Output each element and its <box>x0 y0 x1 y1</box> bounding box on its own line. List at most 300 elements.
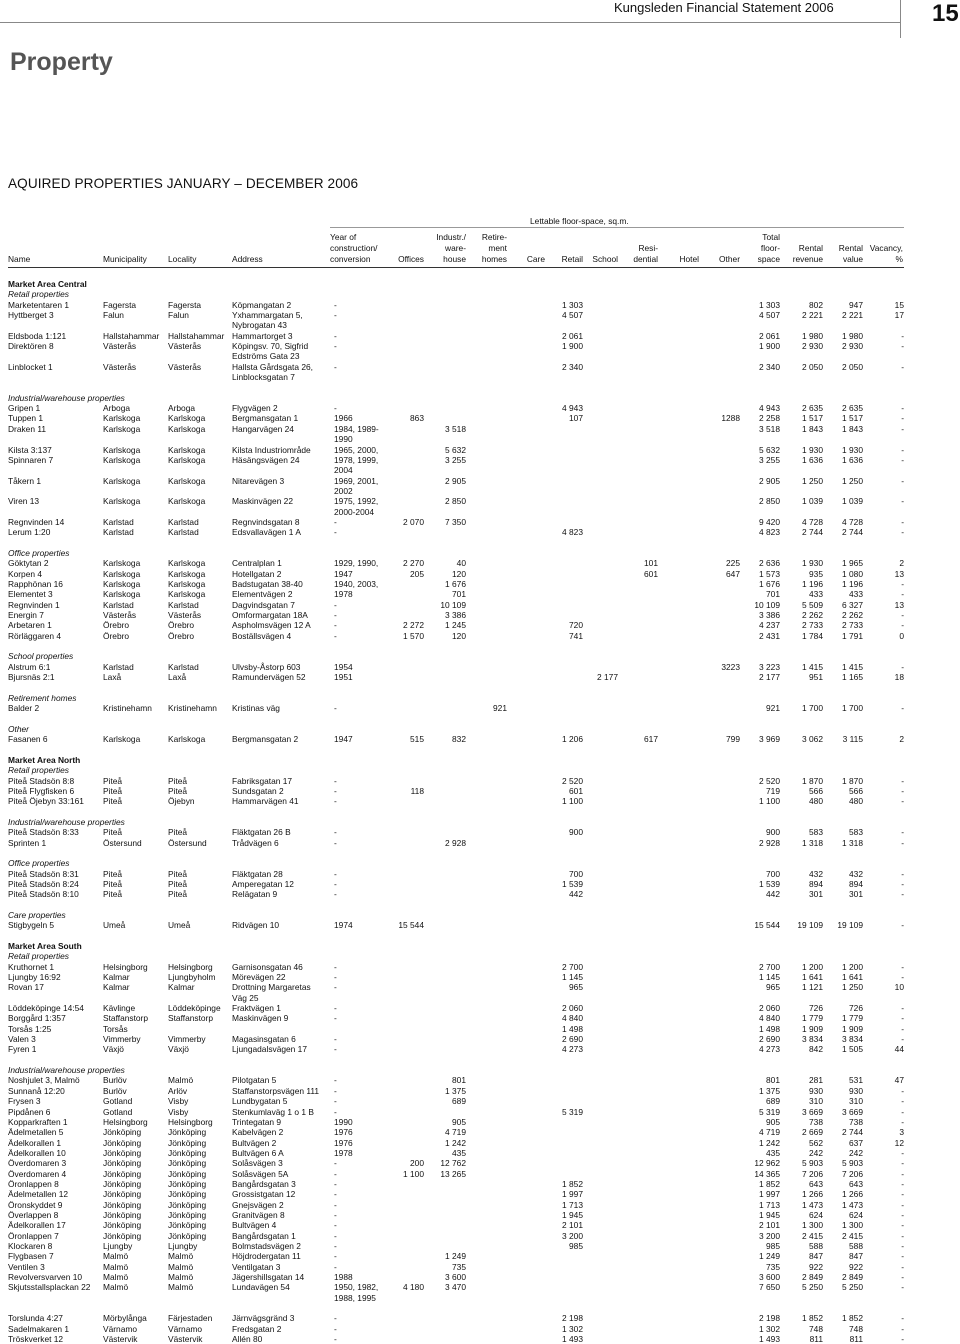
cell-rental-value: 643 <box>849 1178 863 1189</box>
cell-vacancy: - <box>901 423 904 434</box>
cell-name: Ädelmetallen 5 <box>8 1127 64 1138</box>
cell-offices: 863 <box>410 413 424 424</box>
cell-municipality: Falun <box>103 310 124 321</box>
table-row <box>8 1262 904 1272</box>
cell-address: Gnejsvägen 2 <box>232 1199 284 1210</box>
cell-retail: 4 840 <box>562 1013 583 1024</box>
cell-vacancy: - <box>901 1023 904 1034</box>
cell-address: Ramundervägen 52 <box>232 672 306 683</box>
cell-locality: Jönköping <box>168 1127 207 1138</box>
cell-address: Fraktvägen 1 <box>232 1003 281 1014</box>
cell-offices: 205 <box>410 568 424 579</box>
cell-name: Bjursnäs 2:1 <box>8 672 55 683</box>
cell-address: Bultvägen 4 <box>232 1220 277 1231</box>
cell-locality: Laxå <box>168 672 187 683</box>
cell-vacancy: 13 <box>894 599 904 610</box>
cell-offices: 118 <box>410 785 424 796</box>
cell-vacancy: - <box>901 1085 904 1096</box>
col-header-offices: Offices <box>398 254 424 264</box>
lettable-rule <box>330 227 904 228</box>
cell-total: 14 365 <box>754 1168 780 1179</box>
cell-name: Marketentaren 1 <box>8 299 69 310</box>
cell-name: Gripen 1 <box>8 403 41 414</box>
table-row <box>8 1251 904 1261</box>
cell-rental-value: 480 <box>849 796 863 807</box>
cell-year: 1929, 1990, <box>334 558 379 569</box>
cell-rental-revenue: 2 744 <box>802 527 823 538</box>
cell-locality: Karlskoga <box>168 578 206 589</box>
category-heading <box>8 765 904 775</box>
cell-rental-revenue: 1 250 <box>802 475 823 486</box>
category-label: Industrial/warehouse properties <box>8 1065 125 1076</box>
cell-address: Häsängsvägen 24 <box>232 454 300 465</box>
cell-rental-value: 1 318 <box>842 837 863 848</box>
col-header-residential: Resi- dential <box>633 243 658 264</box>
cell-municipality: Västerås <box>103 361 137 372</box>
cell-total: 1 945 <box>759 1209 780 1220</box>
cell-year: 1978 <box>334 589 353 600</box>
cell-rental-revenue: 432 <box>809 868 823 879</box>
cell-rental-revenue: 588 <box>809 1240 823 1251</box>
cell-locality: Jönköping <box>168 1230 207 1241</box>
cell-municipality: Värnamo <box>103 1323 137 1334</box>
cell-retail: 1 945 <box>562 1209 583 1220</box>
cell-vacancy: - <box>901 527 904 538</box>
cell-rental-value: 433 <box>849 589 863 600</box>
cell-locality: Karlskoga <box>168 568 206 579</box>
table-row <box>8 1024 904 1034</box>
cell-year: - <box>334 1003 337 1014</box>
cell-retail: 2 690 <box>562 1034 583 1045</box>
cell-residential: 601 <box>644 568 658 579</box>
cell-industrial: 1 245 <box>445 620 466 631</box>
cell-year: 2002 <box>334 485 353 496</box>
cell-year: - <box>334 1189 337 1200</box>
cell-address: Granitvägen 8 <box>232 1209 285 1220</box>
cell-year: - <box>334 599 337 610</box>
cell-other: 225 <box>726 558 740 569</box>
cell-vacancy: - <box>901 330 904 341</box>
cell-retail: 2 198 <box>562 1313 583 1324</box>
cell-retail: 1 493 <box>562 1334 583 1344</box>
cell-name: Piteå Stadsön 8:10 <box>8 889 79 900</box>
cell-total: 2 258 <box>759 413 780 424</box>
cell-rental-revenue: 1 870 <box>802 775 823 786</box>
cell-rental-value: 1 779 <box>842 1013 863 1024</box>
cell-year: - <box>334 961 337 972</box>
table-row <box>8 1086 904 1096</box>
cell-retail: 107 <box>569 413 583 424</box>
cell-rental-revenue: 562 <box>809 1137 823 1148</box>
cell-name: Piteå Öjebyn 33:161 <box>8 796 84 807</box>
cell-name: Tröskverket 12 <box>8 1334 64 1344</box>
cell-address: Hammartorget 3 <box>232 330 293 341</box>
cell-municipality: Karlskoga <box>103 413 141 424</box>
cell-vacancy: - <box>901 1230 904 1241</box>
cell-year: 1978 <box>334 1147 353 1158</box>
cell-vacancy: 12 <box>894 1137 904 1148</box>
cell-vacancy: - <box>901 1334 904 1344</box>
cell-industrial: 2 928 <box>445 837 466 848</box>
cell-name: Rapphönan 16 <box>8 578 63 589</box>
cell-total: 1 302 <box>759 1323 780 1334</box>
cell-year: 1951 <box>334 672 353 683</box>
cell-municipality: Växjö <box>103 1044 124 1055</box>
cell-vacancy: - <box>901 454 904 465</box>
cell-year: 1976 <box>334 1137 353 1148</box>
cell-total: 701 <box>766 589 780 600</box>
cell-total: 2 061 <box>759 330 780 341</box>
cell-rental-value: 4 728 <box>842 516 863 527</box>
cell-municipality: Jönköping <box>103 1199 142 1210</box>
cell-rental-revenue: 1 930 <box>802 444 823 455</box>
cell-vacancy: - <box>901 1282 904 1293</box>
cell-name: Eldsboda 1:121 <box>8 330 67 341</box>
cell-locality: Malmö <box>168 1261 194 1272</box>
cell-rental-revenue: 811 <box>809 1334 823 1344</box>
cell-total: 689 <box>766 1096 780 1107</box>
cell-rental-revenue: 935 <box>809 568 823 579</box>
cell-rental-value: 1 266 <box>842 1189 863 1200</box>
cell-locality: Karlskoga <box>168 558 206 569</box>
cell-total: 3 600 <box>759 1272 780 1282</box>
cell-rental-value: 5 903 <box>842 1158 863 1169</box>
cell-vacancy: - <box>901 413 904 424</box>
cell-address: Ulvsby-Åstorp 603 <box>232 661 301 672</box>
cell-industrial: 7 350 <box>445 516 466 527</box>
cell-total: 735 <box>766 1261 780 1272</box>
cell-retail: 1 498 <box>562 1023 583 1034</box>
table-row <box>8 1210 904 1220</box>
cell-year: - <box>334 1240 337 1251</box>
col-header-municipality: Municipality <box>103 254 147 264</box>
cell-retail: 4 943 <box>562 403 583 414</box>
cell-vacancy: - <box>901 341 904 352</box>
cell-year: - <box>334 1251 337 1262</box>
col-header-care: Care <box>526 254 545 264</box>
row-spacer <box>8 931 904 941</box>
cell-name: Löddeköpinge 14:54 <box>8 1003 84 1014</box>
cell-rental-revenue: 3 062 <box>802 734 823 745</box>
market-area-heading <box>8 941 904 951</box>
cell-rental-revenue: 738 <box>809 1116 823 1127</box>
cell-municipality: Staffanstorp <box>103 1013 149 1024</box>
cell-name: Piteå Stadsön 8:33 <box>8 827 79 838</box>
category-label: Office properties <box>8 858 70 869</box>
cell-vacancy: - <box>901 1147 904 1158</box>
cell-locality: Staffanstorp <box>168 1013 214 1024</box>
cell-address: Bangårdsgatan 3 <box>232 1178 296 1189</box>
table-row <box>8 362 904 372</box>
cell-address: Bergmansgatan 2 <box>232 734 299 745</box>
cell-address: Centralplan 1 <box>232 558 282 569</box>
section-title: AQUIRED PROPERTIES JANUARY – DECEMBER 2006 <box>8 176 359 191</box>
market-area-label: Market Area North <box>8 754 81 765</box>
table-row <box>8 776 904 786</box>
cell-vacancy: - <box>901 961 904 972</box>
cell-vacancy: 2 <box>899 558 904 569</box>
market-area-label: Market Area South <box>8 941 82 951</box>
cell-rental-revenue: 847 <box>809 1251 823 1262</box>
cell-year: 1990 <box>334 1116 353 1127</box>
cell-name: Tåkern 1 <box>8 475 42 486</box>
cell-total: 2 850 <box>759 496 780 507</box>
cell-retail: 4 273 <box>562 1044 583 1055</box>
cell-locality: Färjestaden <box>168 1313 213 1324</box>
cell-other: 647 <box>726 568 740 579</box>
cell-name: Öronskyddet 9 <box>8 1199 63 1210</box>
cell-address: Köpmangatan 2 <box>232 299 292 310</box>
cell-locality: Helsingborg <box>168 1116 213 1127</box>
cell-year: - <box>334 1178 337 1189</box>
header-bottom-rule <box>8 267 904 268</box>
cell-rental-revenue: 1 641 <box>802 972 823 983</box>
cell-total: 5 319 <box>759 1106 780 1117</box>
cell-vacancy: - <box>901 661 904 672</box>
cell-locality: Kristinehamn <box>168 703 217 714</box>
cell-total: 900 <box>766 827 780 838</box>
cell-year: 1984, 1989- <box>334 423 379 434</box>
table-row <box>8 1034 904 1044</box>
cell-industrial: 801 <box>452 1075 466 1086</box>
cell-address: Fläktgatan 26 B <box>232 827 291 838</box>
cell-other: 1288 <box>721 413 740 424</box>
cell-rental-value: 3 115 <box>842 734 863 745</box>
cell-vacancy: - <box>901 1034 904 1045</box>
cell-year: - <box>334 1106 337 1117</box>
cell-rental-value: 947 <box>849 299 863 310</box>
page-title: Property <box>10 48 113 76</box>
cell-total: 4 237 <box>759 620 780 631</box>
cell-locality: Umeå <box>168 920 191 931</box>
cell-vacancy: - <box>901 868 904 879</box>
cell-rental-revenue: 5 509 <box>802 599 823 610</box>
cell-locality: Kalmar <box>168 982 195 993</box>
cell-year: 1974 <box>334 920 353 931</box>
cell-other: 3223 <box>721 661 740 672</box>
cell-rental-value: 1 473 <box>842 1199 863 1210</box>
cell-rental-revenue: 1 930 <box>802 558 823 569</box>
cell-rental-revenue: 1 784 <box>802 630 823 641</box>
cell-address: Flygvägen 2 <box>232 403 278 414</box>
cell-rental-value: 2 744 <box>842 527 863 538</box>
cell-address: Bergmansgatan 1 <box>232 413 299 424</box>
col-header-hotel: Hotel <box>679 254 699 264</box>
cell-rental-value: 19 109 <box>837 920 863 931</box>
cell-rental-value: 930 <box>849 1085 863 1096</box>
cell-total: 3 518 <box>759 423 780 434</box>
cell-municipality: Karlstad <box>103 516 134 527</box>
cell-municipality: Piteå <box>103 889 123 900</box>
cell-address: Järnvägsgränd 3 <box>232 1313 295 1324</box>
cell-locality: Karlskoga <box>168 589 206 600</box>
cell-vacancy: 15 <box>894 299 904 310</box>
cell-municipality: Västerås <box>103 341 137 352</box>
cell-retail: 965 <box>569 982 583 993</box>
cell-vacancy: - <box>901 361 904 372</box>
cell-name: Fyren 1 <box>8 1044 37 1055</box>
cell-total: 700 <box>766 868 780 879</box>
cell-address: Solåsvägen 3 <box>232 1158 283 1169</box>
cell-municipality: Jönköping <box>103 1209 142 1220</box>
cell-municipality: Västerås <box>103 610 137 620</box>
cell-municipality: Malmö <box>103 1282 129 1293</box>
cell-vacancy: - <box>901 1199 904 1210</box>
cell-retail: 900 <box>569 827 583 838</box>
row-spacer <box>8 848 904 858</box>
cell-name: Noshjulet 3, Malmö <box>8 1075 80 1086</box>
cell-locality: Arboga <box>168 403 196 414</box>
cell-retail: 2 101 <box>562 1220 583 1231</box>
table-row <box>8 445 904 455</box>
cell-municipality: Piteå <box>103 796 123 807</box>
cell-rental-revenue: 922 <box>809 1261 823 1272</box>
cell-locality: Jönköping <box>168 1189 207 1200</box>
cell-name: Kopparkraften 1 <box>8 1116 68 1127</box>
cell-municipality: Jönköping <box>103 1127 142 1138</box>
table-row <box>8 569 904 579</box>
table-row <box>8 1220 904 1230</box>
lettable-floor-space-label: Lettable floor-space, sq.m. <box>530 216 629 226</box>
cell-retail: 2 520 <box>562 775 583 786</box>
cell-name: Skjutsstallsplackan 22 <box>8 1282 91 1293</box>
cell-vacancy: 13 <box>894 568 904 579</box>
cell-municipality: Jönköping <box>103 1158 142 1169</box>
cell-locality: Östersund <box>168 837 207 848</box>
cell-year: - <box>334 796 337 807</box>
cell-vacancy: - <box>901 920 904 931</box>
cell-year: - <box>334 868 337 879</box>
cell-address: Amperegatan 12 <box>232 878 294 889</box>
cell-rental-value: 1 636 <box>842 454 863 465</box>
cell-locality: Västervik <box>168 1334 203 1344</box>
cell-rental-revenue: 1 300 <box>802 1220 823 1231</box>
cell-address: Fredsgatan 2 <box>232 1323 282 1334</box>
cell-total: 1 498 <box>759 1023 780 1034</box>
cell-address: Fläktgatan 28 <box>232 868 283 879</box>
col-header-industrial: Industr./ ware- house <box>436 232 466 264</box>
cell-total: 4 273 <box>759 1044 780 1055</box>
cell-address: Lundavägen 54 <box>232 1282 290 1293</box>
cell-vacancy: - <box>901 475 904 486</box>
table-row <box>8 1075 904 1085</box>
cell-rental-revenue: 726 <box>809 1003 823 1014</box>
cell-total: 9 420 <box>759 516 780 527</box>
cell-rental-revenue: 2 262 <box>802 610 823 620</box>
cell-rental-revenue: 1 473 <box>802 1199 823 1210</box>
category-heading <box>8 548 904 558</box>
row-spacer <box>8 682 904 692</box>
cell-municipality: Piteå <box>103 827 123 838</box>
table-row <box>8 507 904 517</box>
cell-total: 4 943 <box>759 403 780 414</box>
category-heading <box>8 651 904 661</box>
table-row <box>8 351 904 361</box>
cell-vacancy: 18 <box>894 672 904 683</box>
cell-vacancy: - <box>901 1272 904 1282</box>
cell-residential: 617 <box>644 734 658 745</box>
cell-vacancy: - <box>901 1251 904 1262</box>
cell-year: - <box>334 330 337 341</box>
category-heading <box>8 817 904 827</box>
cell-name: Korpen 4 <box>8 568 42 579</box>
cell-municipality: Östersund <box>103 837 142 848</box>
cell-municipality: Jönköping <box>103 1168 142 1179</box>
category-heading <box>8 1065 904 1075</box>
table-row <box>8 1189 904 1199</box>
cell-name: Sprinten 1 <box>8 837 47 848</box>
cell-rental-revenue: 4 728 <box>802 516 823 527</box>
cell-address: Nitarevägen 3 <box>232 475 285 486</box>
cell-retail: 985 <box>569 1240 583 1251</box>
cell-year: - <box>334 1261 337 1272</box>
cell-locality: Örebro <box>168 620 195 631</box>
cell-industrial: 735 <box>452 1261 466 1272</box>
table-row <box>8 558 904 568</box>
cell-rental-revenue: 19 109 <box>797 920 823 931</box>
cell-vacancy: - <box>901 1003 904 1014</box>
cell-vacancy: - <box>901 878 904 889</box>
table-row <box>8 662 904 672</box>
col-header-other: Other <box>719 254 740 264</box>
cell-name: Göktytan 2 <box>8 558 49 569</box>
cell-rental-value: 3 834 <box>842 1034 863 1045</box>
cell-rental-revenue: 2 669 <box>802 1127 823 1138</box>
cell-address: Bultvägen 6 A <box>232 1147 284 1158</box>
cell-total: 7 650 <box>759 1282 780 1293</box>
cell-rental-revenue: 7 206 <box>802 1168 823 1179</box>
cell-address: Hallsta Gårdsgata 26, <box>232 361 314 372</box>
cell-year: 1988 <box>334 1272 353 1282</box>
cell-school: 2 177 <box>597 672 618 683</box>
cell-retail: 601 <box>569 785 583 796</box>
cell-address: Kristinas väg <box>232 703 280 714</box>
cell-rental-value: 1 250 <box>842 982 863 993</box>
row-spacer <box>8 641 904 651</box>
col-header-rental-value: Rental value <box>838 243 863 264</box>
cell-year: - <box>334 982 337 993</box>
cell-industrial: 1 375 <box>445 1085 466 1096</box>
cell-name: Ädelmetallen 12 <box>8 1189 69 1200</box>
cell-retirement: 921 <box>493 703 507 714</box>
cell-municipality: Karlskoga <box>103 496 141 507</box>
category-heading <box>8 858 904 868</box>
cell-locality: Malmö <box>168 1272 194 1282</box>
cell-year: - <box>334 1323 337 1334</box>
category-label: Industrial/warehouse properties <box>8 392 125 403</box>
table-row <box>8 1231 904 1241</box>
cell-year: - <box>334 310 337 321</box>
cell-total: 442 <box>766 889 780 900</box>
cell-rental-revenue: 842 <box>809 1044 823 1055</box>
cell-locality: Vimmerby <box>168 1034 206 1045</box>
cell-municipality: Piteå <box>103 878 123 889</box>
cell-rental-value: 3 669 <box>842 1106 863 1117</box>
cell-total: 2 520 <box>759 775 780 786</box>
cell-retail: 1 145 <box>562 972 583 983</box>
cell-year: - <box>334 516 337 527</box>
cell-rental-revenue: 1 852 <box>802 1313 823 1324</box>
cell-rental-value: 2 415 <box>842 1230 863 1241</box>
cell-locality: Karlskoga <box>168 413 206 424</box>
table-row <box>8 1148 904 1158</box>
cell-municipality: Jönköping <box>103 1147 142 1158</box>
cell-total: 905 <box>766 1116 780 1127</box>
cell-vacancy: - <box>901 1106 904 1117</box>
cell-name: Öronlappen 8 <box>8 1178 59 1189</box>
cell-total: 12 962 <box>754 1158 780 1169</box>
cell-total: 719 <box>766 785 780 796</box>
